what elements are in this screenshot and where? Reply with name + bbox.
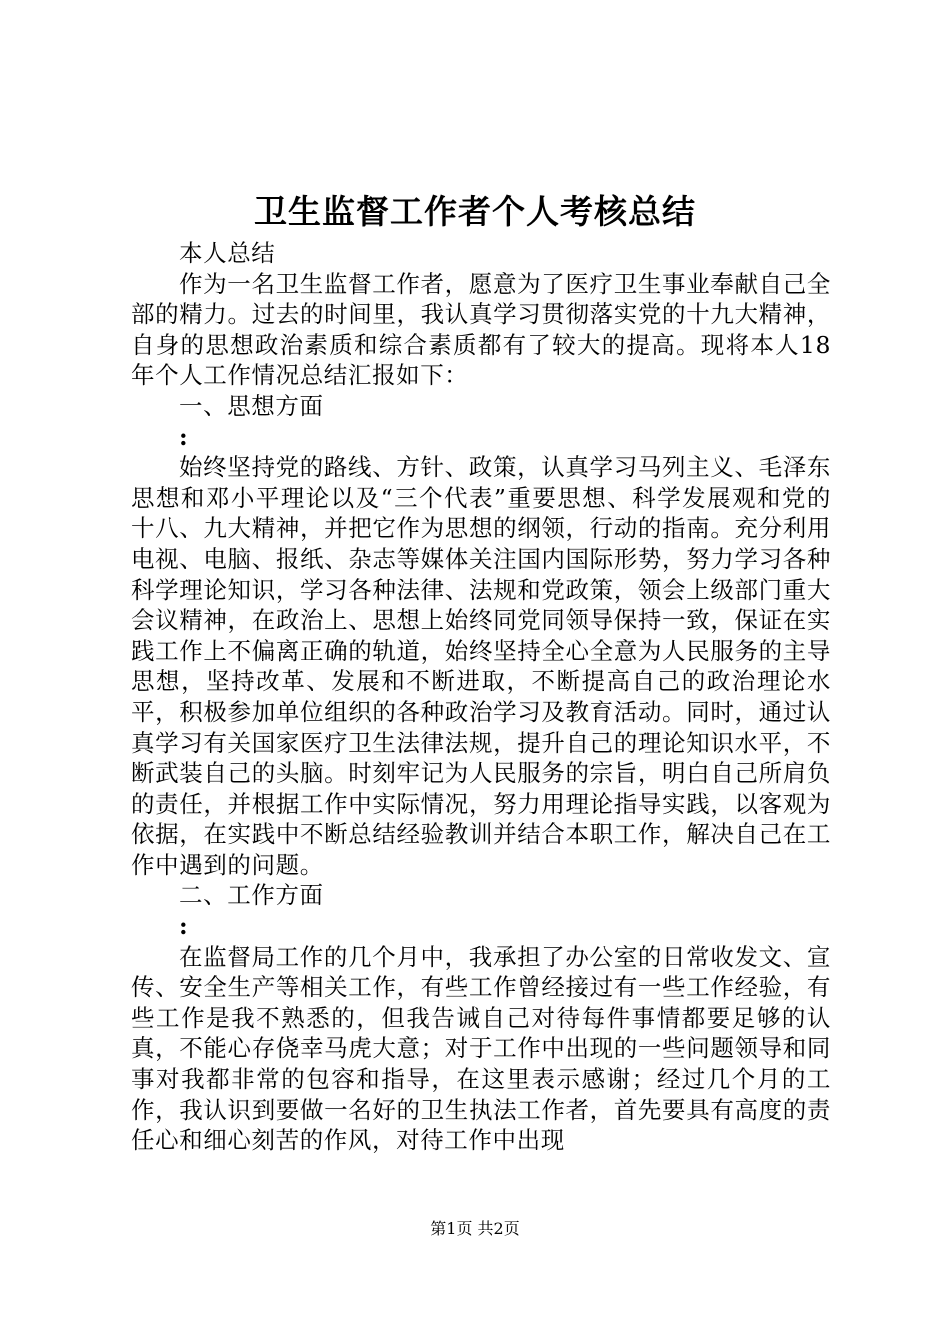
thought-paragraph: 始终坚持党的路线、方针、政策，认真学习马列主义、毛泽东思想和邓小平理论以及“三个代表”重要思想、科学发展观和党的十八、九大精神，并把它作为思想的纲领，行动的指南。充分利用电视、电脑、报纸、杂志等媒体关注国内国际形势，努力学习各种科学理论知识，学习各种法律、法规和党政策，领会上级部门重大会议精神，在政治上、思想上始终同党同领导保持一致，保证在实践工作上不偏离正确的轨道，始终坚持全心全意为人民服务的主导思想，坚持改革、发展和不断进取，不断提高自己的政治理论水平，积极参加单位组织的各种政治学习及教育活动。同时，通过认真学习有关国家医疗卫生法律法规，提升自己的理论知识水平，不断武装自己的头脑。时刻牢记为人民服务的宗旨，明白自己所肩负的责任，并根据工作中实际情况，努力用理论指导实践，以客观为依据，在实践中不断总结经验教训并结合本职工作，解决自己在工作中遇到的问题。 xyxy=(131,453,831,879)
section-heading-work: 二、工作方面 xyxy=(179,881,324,910)
section-heading-thought: 一、思想方面 xyxy=(179,391,324,420)
page-footer: 第1页 共2页 xyxy=(430,1219,520,1238)
work-paragraph: 在监督局工作的几个月中，我承担了办公室的日常收发文、宣传、安全生产等相关工作，有些工作曾经接过有一些工作经验，有些工作是我不熟悉的，但我告诫自己对待每件事情都要足够的认真，不能心存侥幸马虎大意；对于工作中出现的一些问题领导和同事对我都非常的包容和指导，在这里表示感谢；经过几个月的工作，我认识到要做一名好的卫生执法工作者，首先要具有高度的责任心和细心刻苦的作风，对待工作中出现 xyxy=(131,942,831,1155)
section-colon: : xyxy=(179,422,189,451)
document-title: 卫生监督工作者个人考核总结 xyxy=(254,192,696,231)
section-heading: 本人总结 xyxy=(179,239,276,267)
document-body xyxy=(131,238,831,1156)
intro-paragraph: 作为一名卫生监督工作者，愿意为了医疗卫生事业奉献自己全部的精力。过去的时间里，我认真学习贯彻落实党的十九大精神，自身的思想政治素质和综合素质都有了较大的提高。现将本人18年个人工作情况总结汇报如下： xyxy=(131,269,831,390)
section-colon: : xyxy=(179,912,189,941)
